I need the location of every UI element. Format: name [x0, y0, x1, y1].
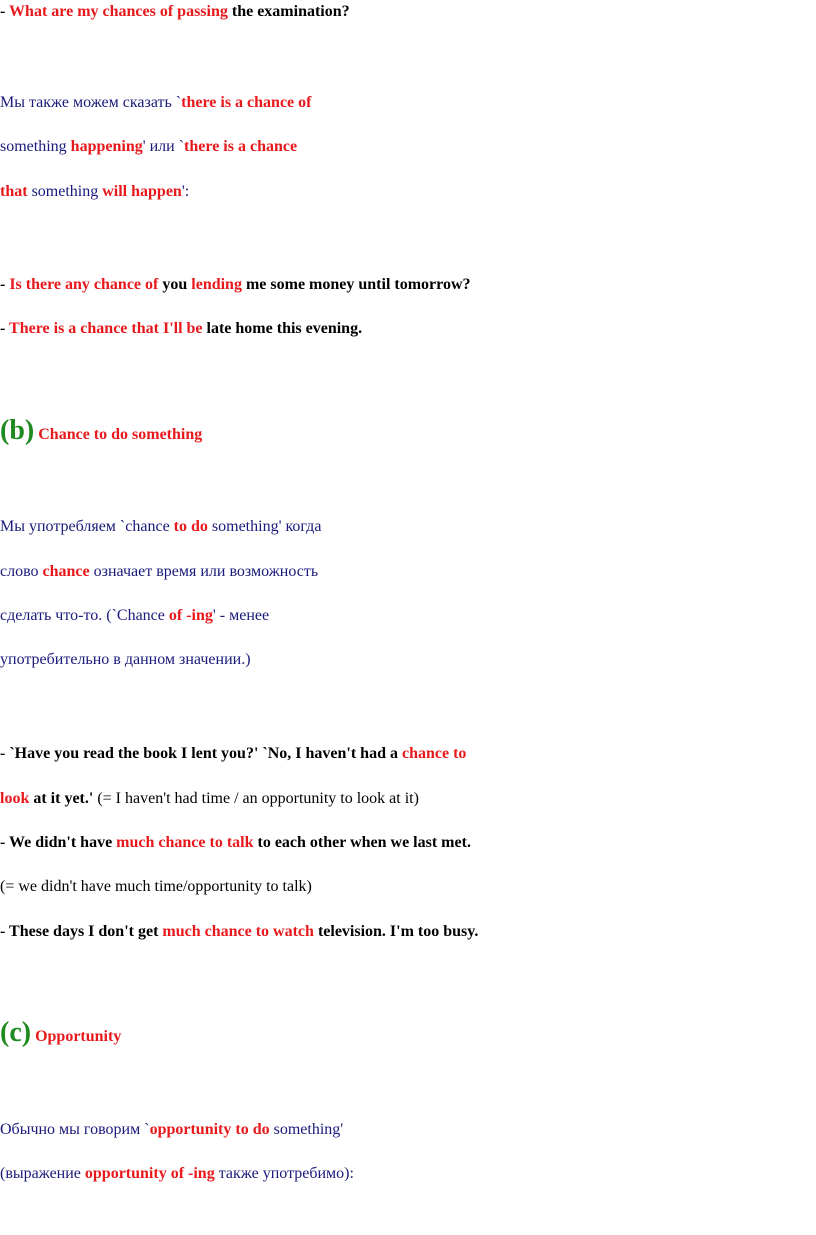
text-segment: the examination?: [227, 3, 350, 20]
example-line: [0, 744, 466, 764]
highlight-phrase: of -ing: [168, 607, 213, 624]
highlight-phrase: there is a chance: [184, 138, 298, 155]
text-segment: - `Have you read the book I lent you?' `No, I haven't had a: [0, 745, 402, 762]
section-title: Opportunity: [35, 1028, 122, 1045]
section-heading-b: [0, 414, 202, 452]
explanation-line: [0, 1120, 343, 1140]
highlight-phrase: that: [0, 183, 28, 200]
section-title: Chance to do something: [38, 426, 203, 443]
highlight-phrase: to do: [173, 518, 208, 535]
text-segment: ':: [181, 183, 190, 200]
highlight-phrase: There is a chance that I'll be: [9, 320, 203, 337]
text-segment: -: [0, 276, 10, 293]
gloss-text: (= we didn't have much time/opportunity to talk): [0, 878, 312, 895]
text-segment: you: [158, 276, 192, 293]
highlight-phrase: opportunity to do: [149, 1121, 270, 1138]
highlight-phrase: happening: [70, 138, 143, 155]
text-segment: - These days I don't get: [0, 923, 163, 940]
text-segment: употребительно в данном значении.): [0, 651, 251, 668]
explanation-line: [0, 137, 297, 157]
text-segment: означает время или возможность: [89, 563, 319, 580]
example-line: [0, 833, 471, 853]
text-segment: ' или `: [142, 138, 185, 155]
explanation-line: [0, 650, 251, 670]
highlight-phrase: lending: [191, 276, 242, 293]
text-segment: something: [0, 138, 71, 155]
explanation-line: [0, 606, 269, 626]
text-segment: something: [27, 183, 103, 200]
explanation-line: [0, 93, 311, 113]
example-line: [0, 922, 478, 942]
highlight-phrase: much chance to talk: [116, 834, 254, 851]
text-segment: late home this evening.: [202, 320, 363, 337]
text-segment: television. I'm too busy.: [313, 923, 479, 940]
text-segment: ' - менее: [212, 607, 270, 624]
highlight-phrase: Is there any chance of: [9, 276, 159, 293]
highlight-phrase: chance to: [401, 745, 467, 762]
gloss-text: (= I haven't had time / an opportunity to look at it): [93, 790, 419, 807]
highlight-phrase: much chance to watch: [162, 923, 314, 940]
section-heading-c: [0, 1016, 121, 1054]
text-segment: something': [269, 1121, 344, 1138]
text-segment: me some money until tomorrow?: [241, 276, 471, 293]
text-segment: at it yet.': [29, 790, 94, 807]
text-segment: -: [0, 3, 10, 20]
example-line: [0, 789, 419, 809]
text-segment: to each other when we last met.: [253, 834, 471, 851]
example-line: [0, 319, 362, 339]
gloss-line: [0, 877, 312, 897]
text-segment: Мы употребляем `chance: [0, 518, 174, 535]
text-segment: - We didn't have: [0, 834, 117, 851]
section-letter: (b): [0, 415, 35, 446]
text-segment: Обычно мы говорим `: [0, 1121, 150, 1138]
text-segment: Мы также можем сказать `: [0, 94, 182, 111]
highlight-phrase: there is a chance of: [181, 94, 312, 111]
highlight-phrase: What are my chances of passing: [9, 3, 228, 20]
text-segment: также употребимо):: [214, 1165, 354, 1182]
highlight-phrase: chance: [42, 563, 90, 580]
text-segment: (выражение: [0, 1165, 85, 1182]
highlight-phrase: opportunity of -ing: [84, 1165, 215, 1182]
explanation-line: [0, 1164, 354, 1184]
text-segment: слово: [0, 563, 43, 580]
highlight-phrase: will happen: [102, 183, 182, 200]
text-segment: сделать что-то. (`Chance: [0, 607, 169, 624]
example-line: [0, 2, 350, 22]
explanation-line: [0, 517, 321, 537]
explanation-line: [0, 182, 189, 202]
example-line: [0, 275, 471, 295]
text-segment: -: [0, 320, 10, 337]
section-letter: (c): [0, 1017, 32, 1048]
explanation-line: [0, 562, 318, 582]
text-segment: something' когда: [207, 518, 322, 535]
highlight-phrase: look: [0, 790, 30, 807]
